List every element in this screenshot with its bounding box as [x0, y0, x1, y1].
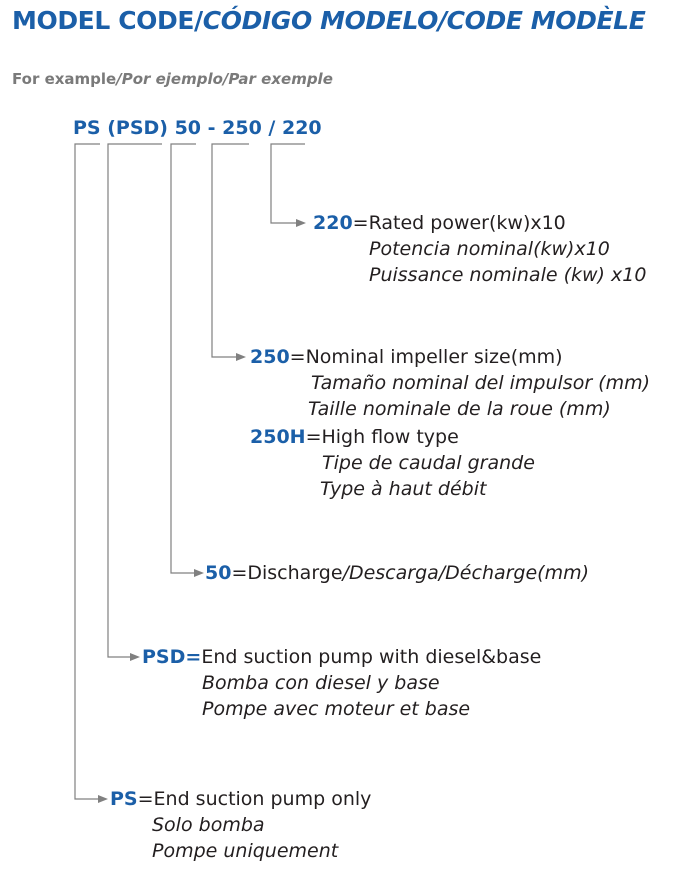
- highflow-spanish: Tipe de caudal grande: [322, 452, 535, 474]
- impeller-french: Taille nominale de la roue (mm): [308, 398, 611, 420]
- connector-discharge: [171, 144, 196, 573]
- arrowhead-power: [296, 219, 306, 227]
- connector-power: [271, 144, 305, 223]
- arrowhead-psd: [130, 653, 140, 661]
- connector-ps: [75, 144, 100, 799]
- power-key: 220: [313, 212, 353, 234]
- entry-discharge: [205, 560, 589, 586]
- connector-psd: [108, 144, 162, 657]
- entry-impeller: [250, 344, 563, 370]
- impeller-key: 250: [250, 346, 290, 368]
- entry-highflow: [250, 424, 459, 450]
- highflow-french: Type à haut débit: [320, 478, 487, 500]
- discharge-translations: /Descarga/Décharge(mm): [342, 562, 590, 584]
- example-english: For example: [12, 70, 117, 88]
- power-desc: =Rated power(kw)x10: [352, 212, 566, 234]
- power-spanish: Potencia nominal(kw)x10: [369, 238, 610, 260]
- impeller-spanish: Tamaño nominal del impulsor (mm): [311, 372, 651, 394]
- impeller-desc: =Nominal impeller size(mm): [289, 346, 563, 368]
- ps-spanish: Solo bomba: [152, 814, 265, 836]
- ps-desc: =End suction pump only: [137, 788, 372, 810]
- discharge-desc: =Discharge: [231, 562, 343, 584]
- example-translations: /Por ejemplo/Par exemple: [116, 70, 333, 88]
- entry-psd: [142, 644, 541, 670]
- highflow-key: 250H: [250, 426, 306, 448]
- title-english: MODEL CODE/: [12, 6, 203, 35]
- title-translations: CÓDIGO MODELO/CODE MODÈLE: [202, 6, 646, 35]
- highflow-desc: =High flow type: [305, 426, 459, 448]
- arrowhead-impeller: [236, 353, 246, 361]
- arrowhead-ps: [98, 795, 108, 803]
- ps-key: PS: [110, 788, 138, 810]
- power-french: Puissance nominale (kw) x10: [369, 264, 647, 286]
- ps-french: Pompe uniquement: [152, 840, 339, 862]
- arrowhead-discharge: [194, 569, 204, 577]
- psd-french: Pompe avec moteur et base: [202, 698, 471, 720]
- entry-power: [313, 210, 566, 236]
- discharge-key: 50: [205, 562, 232, 584]
- entry-ps: [110, 786, 371, 812]
- psd-desc: End suction pump with diesel&base: [201, 646, 542, 668]
- psd-key: PSD=: [142, 646, 202, 668]
- psd-spanish: Bomba con diesel y base: [202, 672, 440, 694]
- model-code-example: PS (PSD) 50 - 250 / 220: [73, 117, 322, 139]
- connector-impeller: [212, 144, 249, 357]
